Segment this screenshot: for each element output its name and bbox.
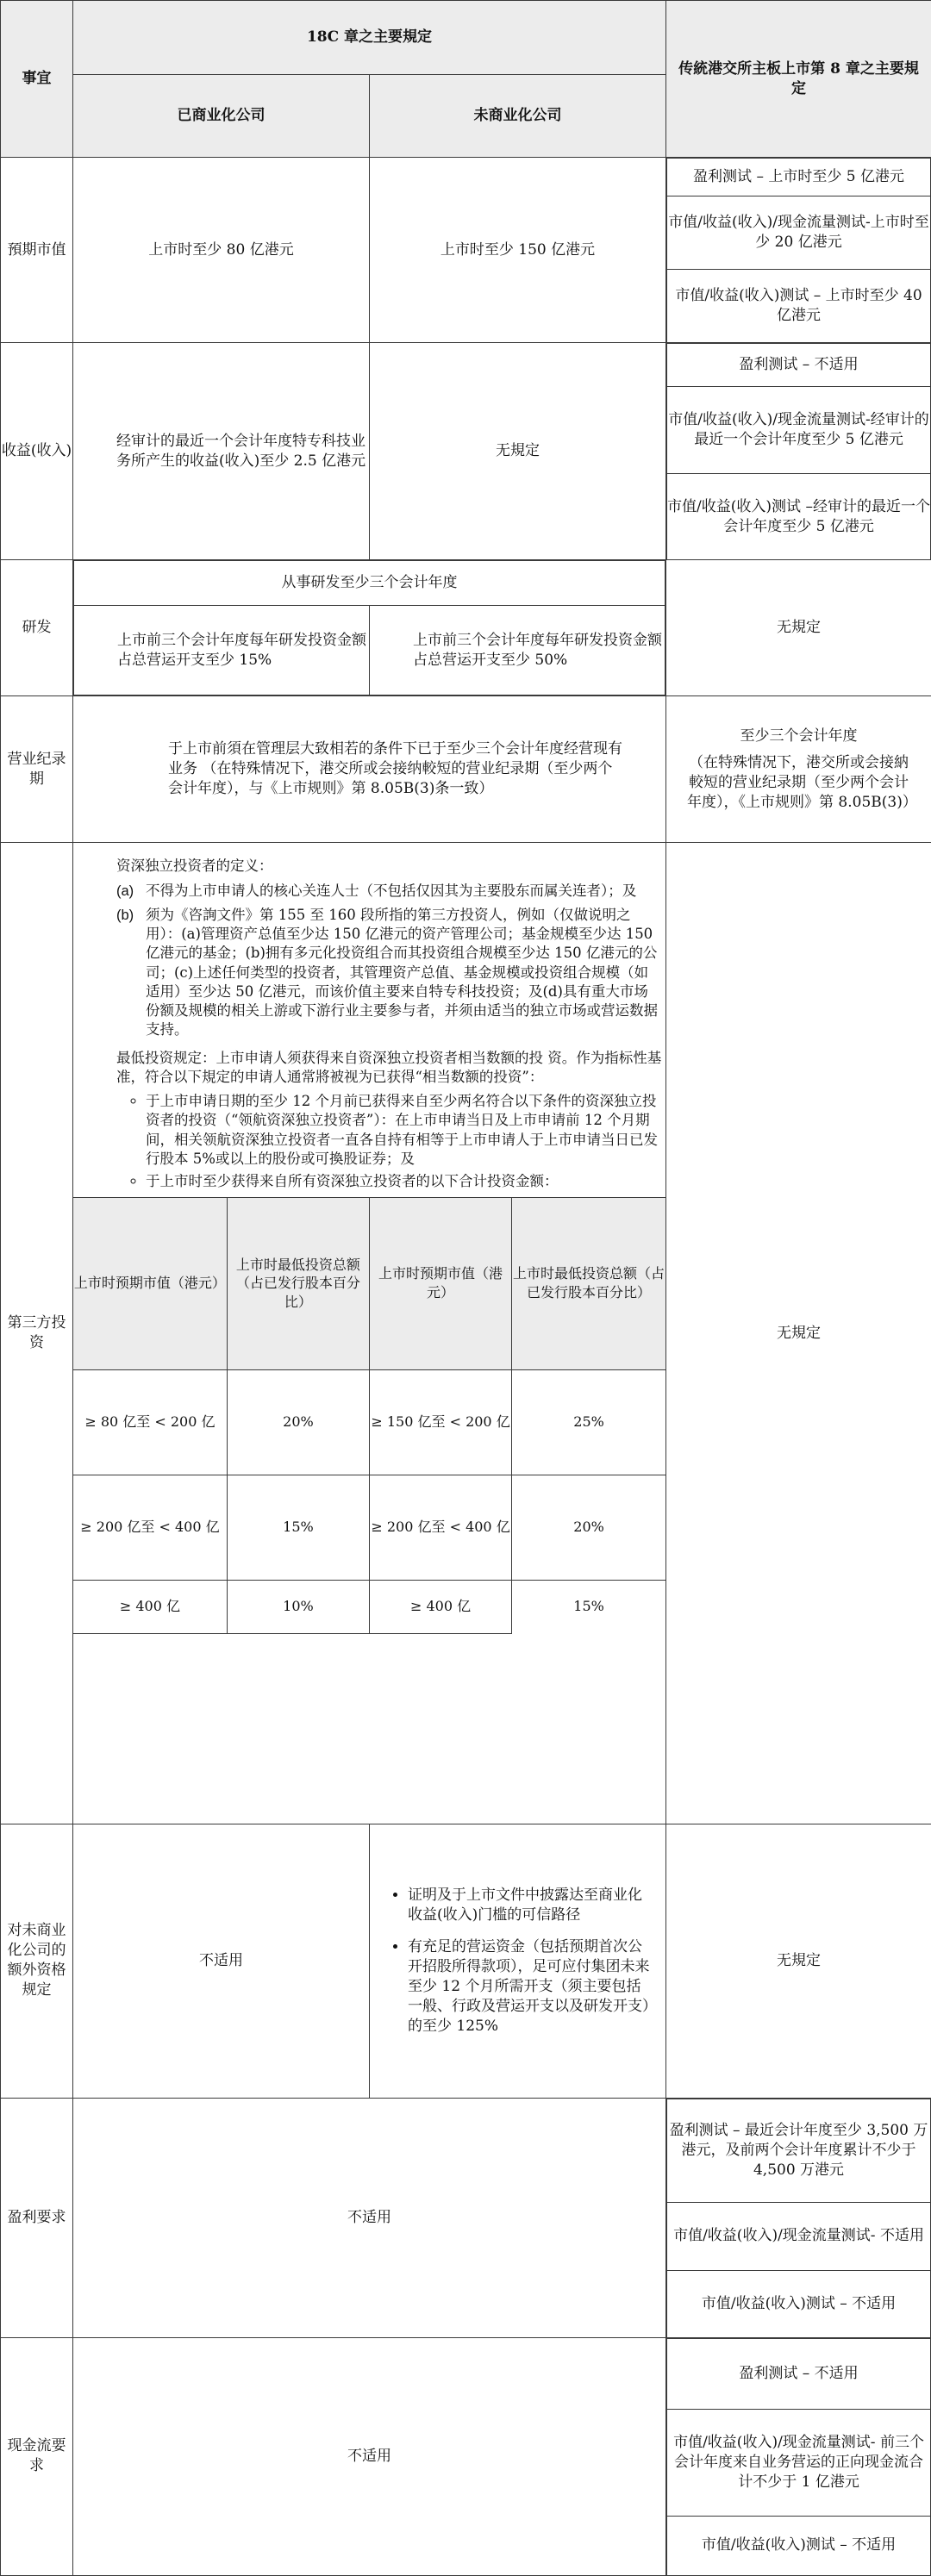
cashflow-ch18c: 不适用 <box>73 2337 666 2575</box>
threshold-header: 上市时最低投资总额（占已发行股本百分比） <box>512 1197 666 1369</box>
revenue-traditional <box>666 343 931 560</box>
threshold-cell: 15% <box>512 1580 666 1633</box>
row-extra-req <box>1 1824 931 2098</box>
third-party-traditional: 无規定 <box>666 843 931 1824</box>
threshold-header: 上市时预期市值（港元） <box>73 1197 228 1369</box>
market-cap-pre-commercial: 上市时至少 150 亿港元 <box>370 158 666 343</box>
min-investment-bullet: ◦ 于上市时至少获得来自所有资深独立投资者的以下合计投资金额： <box>146 1172 662 1191</box>
row-cashflow <box>1 2337 931 2575</box>
threshold-cell: ≥ 150 亿至 < 200 亿 <box>369 1369 511 1475</box>
traditional-test: 市值/收益(收入)测试 – 上市时至少 40 亿港元 <box>667 270 931 343</box>
extra-req-commercialised: 不适用 <box>73 1824 370 2098</box>
definition-a <box>116 882 662 901</box>
row-revenue <box>1 343 931 560</box>
rnd-commercialised: 上市前三个会计年度每年研发投资金额占总营运开支至少 15% <box>74 606 370 695</box>
row-rnd <box>1 560 931 696</box>
header-pre-commercial: 未商业化公司 <box>370 75 666 158</box>
threshold-cell: ≥ 200 亿至 < 400 亿 <box>369 1475 511 1580</box>
definition-title: 资深独立投资者的定义： <box>116 858 273 875</box>
profit-ch18c: 不适用 <box>73 2098 666 2337</box>
threshold-cell: 25% <box>512 1369 666 1475</box>
row-label: 收益(收入) <box>1 343 73 560</box>
row-label: 研发 <box>1 560 73 696</box>
traditional-test: 市值/收益(收入)测试 – 不适用 <box>667 2270 931 2336</box>
threshold-cell: ≥ 80 亿至 < 200 亿 <box>73 1369 228 1475</box>
market-cap-commercialised: 上市时至少 80 亿港元 <box>73 158 370 343</box>
third-party-ch18c <box>73 843 666 1824</box>
traditional-test: 盈利测试 – 最近会计年度至少 3,500 万港元，及前两个会计年度累计不少于 4,500 万港元 <box>667 2099 931 2202</box>
header-traditional: 传統港交所主板上市第 8 章之主要規定 <box>666 1 931 158</box>
min-investment: 最低投资规定：上市申请人须获得来自资深独立投资者相当数额的投 资。作为指标性基准，符合以下規定的申请人通常將被视为已获得“相当数额的投资”： <box>116 1049 662 1085</box>
list-marker: (a) <box>116 883 134 899</box>
investment-threshold-table <box>72 1197 666 1634</box>
traditional-test: 市值/收益(收入)/现金流量测试- 前三个会计年度来自业务营运的正向现金流合计不少于 1 亿港元 <box>667 2409 931 2516</box>
traditional-test: 市值/收益(收入)/现金流量测试- 不适用 <box>667 2202 931 2270</box>
definition-b <box>116 906 662 1040</box>
header-ch18c: 18C 章之主要規定 <box>73 1 666 75</box>
rnd-pre-commercial: 上市前三个会计年度每年研发投资金额占总营运开支至少 50% <box>370 606 665 695</box>
row-track-record <box>1 696 931 843</box>
revenue-commercialised: 经审计的最近一个会计年度特专科技业务所产生的收益(收入)至少 2.5 亿港元 <box>73 343 370 560</box>
traditional-test: 市值/收益(收入)测试 – 不适用 <box>667 2516 931 2575</box>
cashflow-traditional <box>666 2337 931 2575</box>
row-market-cap <box>1 158 931 343</box>
row-third-party <box>1 843 931 1824</box>
row-label: 第三方投资 <box>1 843 73 1824</box>
definition-b-text: 须为《咨詢文件》第 155 至 160 段所指的第三方投资人，例如（仅做说明之用）：(a)管理资产总值至少达 150 亿港元的资产管理公司；基金规模至少达 150 亿港元的基金；(b)拥有多元化投资组合而其投资组合规模至少达 150 亿港元的公司；(c)上述任何类型的投资者，其管理资产总值、基金规模或投资组合规模（如适用）至少达 50 亿港元，而该价值主要来自特专科技投资；及(d)具有重大市场份额及规模的相关上游或下游行业主要参与者，并须由适当的独立市场或营运数据支持。 <box>146 906 658 1039</box>
rnd-top: 从事研发至少三个会计年度 <box>74 561 665 606</box>
row-label: 营业纪录期 <box>1 696 73 843</box>
header-commercialised: 已商业化公司 <box>73 75 370 158</box>
threshold-cell: 20% <box>227 1369 369 1475</box>
track-record-ch18c: 于上市前須在管理层大致相若的条件下已于至少三个会计年度经营现有业务 （在特殊情况下，港交所或会接纳較短的营业纪录期（至少两个会计年度），与《上市规则》第 8.05B(3)条一致） <box>73 696 666 843</box>
rnd-ch18c <box>73 560 666 696</box>
threshold-cell: ≥ 400 亿 <box>73 1580 228 1633</box>
threshold-cell: ≥ 400 亿 <box>369 1580 511 1633</box>
row-label: 預期市值 <box>1 158 73 343</box>
row-label: 盈利要求 <box>1 2098 73 2337</box>
row-profit <box>1 2098 931 2337</box>
min-investment-bullet: ◦ 于上市申请日期的至少 12 个月前已获得来自至少两名符合以下条件的资深独立投资者的投资（“领航资深独立投资者”）：在上市申请当日及上市申请前 12 个月期间，相关领航资深独立投资者一直各自持有相等于上市申请人于上市申请当日已发行股本 5%或以上的股份或可換股证券；及 <box>146 1092 662 1169</box>
track-record-note: （在特殊情况下，港交所或会接納較短的营业纪录期（至少两个会计年度），《上市规则》第 8.05B(3)） <box>687 753 917 811</box>
traditional-test: 市值/收益(收入)测试 –经审计的最近一个会计年度至少 5 亿港元 <box>667 473 931 559</box>
threshold-header: 上市时预期市值（港元） <box>369 1197 511 1369</box>
track-record-title: 至少三个会计年度 <box>740 727 858 745</box>
track-record-traditional <box>666 696 931 843</box>
traditional-test: 盈利测试 – 不适用 <box>667 2338 931 2409</box>
profit-traditional <box>666 2098 931 2337</box>
definition-a-text: 不得为上市申请人的核心关连人士（不包括仅因其为主要股东而属关连者）；及 <box>146 882 637 899</box>
market-cap-traditional <box>666 158 931 343</box>
threshold-cell: 10% <box>227 1580 369 1633</box>
row-label: 现金流要求 <box>1 2337 73 2575</box>
extra-req-pre-commercial <box>370 1824 666 2098</box>
row-label: 对未商业化公司的额外资格规定 <box>1 1824 73 2098</box>
list-marker: (b) <box>116 907 134 923</box>
rnd-traditional: 无規定 <box>666 560 931 696</box>
extra-req-traditional: 无規定 <box>666 1824 931 2098</box>
traditional-test: 盈利测试 – 上市时至少 5 亿港元 <box>667 159 931 196</box>
header-matter: 事宜 <box>1 1 73 158</box>
traditional-test: 市值/收益(收入)/现金流量测试-经审计的最近一个会计年度至少 5 亿港元 <box>667 387 931 474</box>
threshold-cell: 15% <box>227 1475 369 1580</box>
traditional-test: 盈利测试 – 不适用 <box>667 344 931 387</box>
extra-req-bullet: • 有充足的营运资金（包括预期首次公开招股所得款项），足可应付集团未来至少 12 个月所需开支（须主要包括一般、行政及营运开支以及研发开支）的至少 125% <box>408 1937 655 2036</box>
traditional-test: 市值/收益(收入)/现金流量测试-上市时至少 20 亿港元 <box>667 196 931 269</box>
extra-req-bullet: • 证明及于上市文件中披露达至商业化收益(收入)门槛的可信路径 <box>408 1886 655 1925</box>
threshold-cell: ≥ 200 亿至 < 400 亿 <box>73 1475 228 1580</box>
revenue-pre-commercial: 无規定 <box>370 343 666 560</box>
threshold-cell: 20% <box>512 1475 666 1580</box>
threshold-header: 上市时最低投资总额（占已发行股本百分比） <box>227 1197 369 1369</box>
